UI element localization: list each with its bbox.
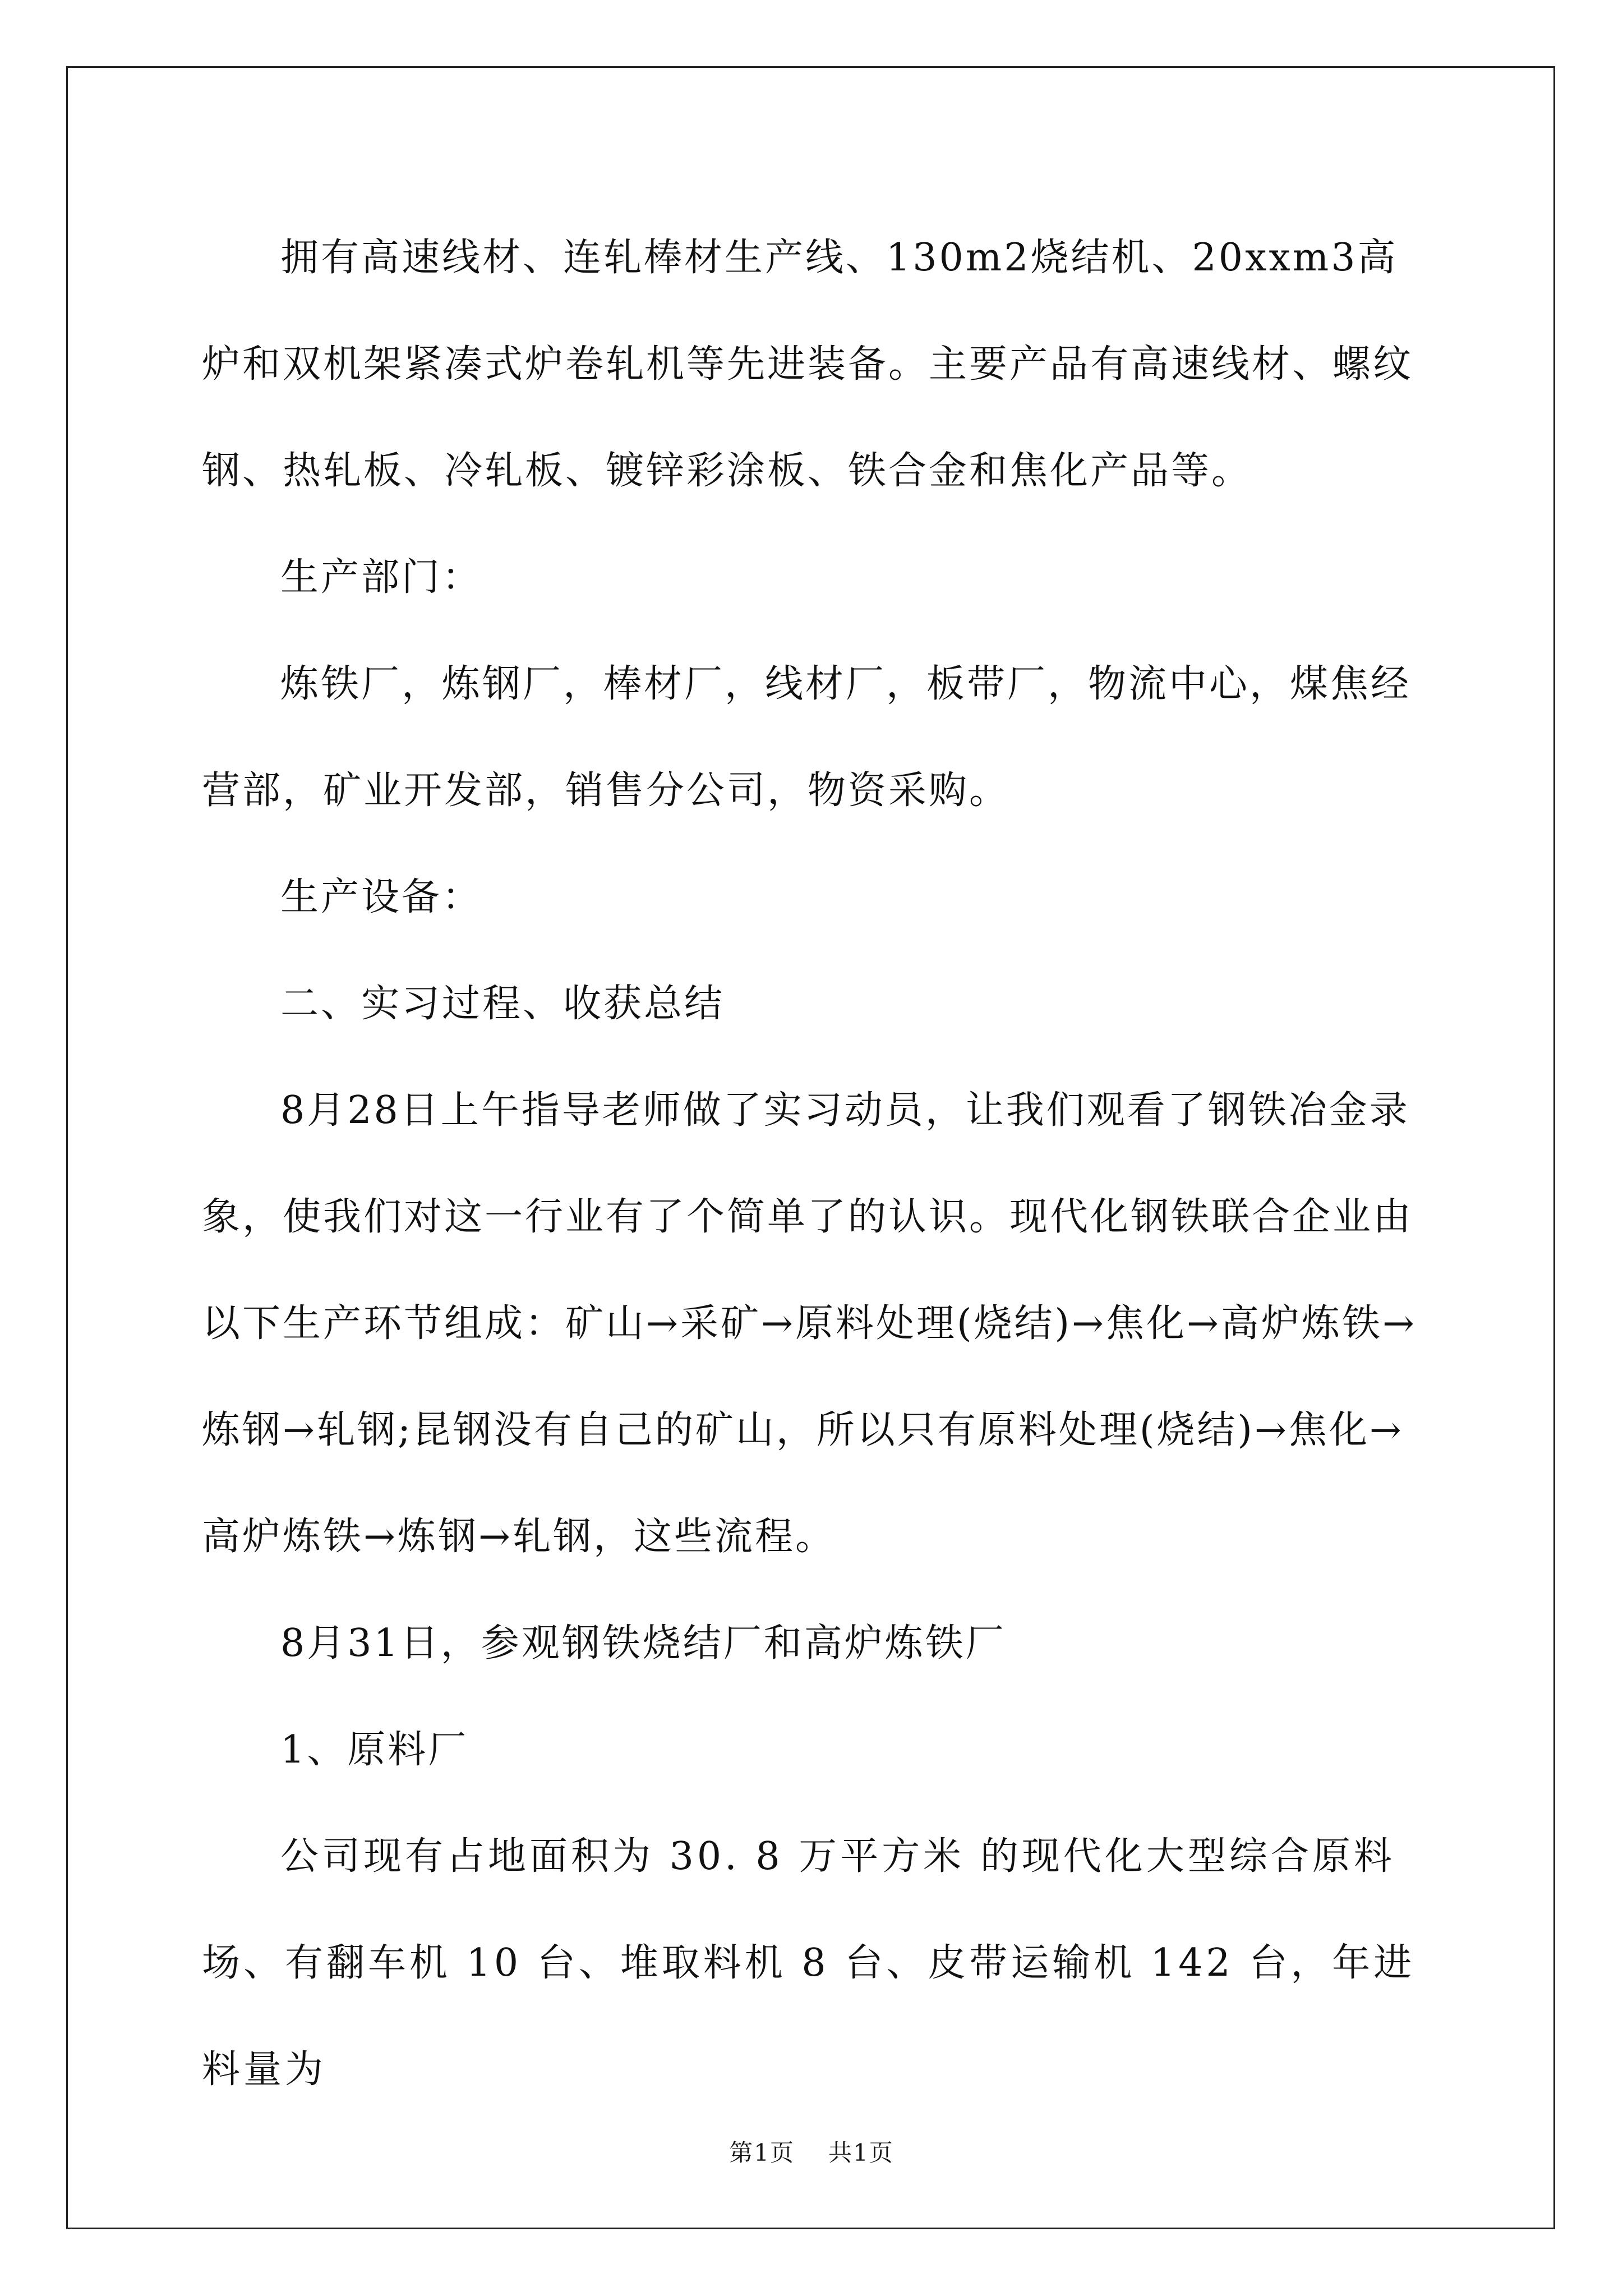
document-body <box>202 205 1436 2123</box>
page-current: 第1页 <box>729 2139 795 2166</box>
section-heading: 二、实习过程、收获总结 <box>280 982 725 1026</box>
paragraph: 生产设备： <box>280 875 483 919</box>
paragraph: 生产部门： <box>280 555 483 600</box>
paragraph: 公司现有占地面积为 30. 8 万平方米 的现代化大型综合原料场、有翻车机 10 台、堆取料机 8 台、皮带运输机 142 台，年进料量为 <box>202 1834 1415 2092</box>
paragraph: 炼铁厂，炼钢厂，棒材厂，线材厂，板带厂，物流中心，煤焦经营部，矿业开发部，销售分公司，物资采购。 <box>202 662 1412 813</box>
paragraph: 8月31日，参观钢铁烧结厂和高炉炼铁厂 <box>280 1621 1006 1665</box>
subsection-heading: 1、原料厂 <box>280 1728 469 1772</box>
page-footer <box>0 2134 1623 2168</box>
paragraph: 拥有高速线材、连轧棒材生产线、130m2烧结机、20xxm3高炉和双机架紧凑式炉卷轧机等先进装备。主要产品有高速线材、螺纹钢、热轧板、冷轧板、镀锌彩涂板、铁合金和焦化产品等。 <box>202 236 1414 493</box>
paragraph: 8月28日上午指导老师做了实习动员，让我们观看了钢铁冶金录象，使我们对这一行业有了个简单了的认识。现代化钢铁联合企业由以下生产环节组成：矿山→采矿→原料处理(烧结)→焦化→高炉炼铁→炼钢→轧钢;昆钢没有自己的矿山，所以只有原料处理(烧结)→焦化→高炉炼铁→炼钢→轧钢，这些流程。 <box>202 1088 1417 1559</box>
page-total: 共1页 <box>828 2139 894 2166</box>
